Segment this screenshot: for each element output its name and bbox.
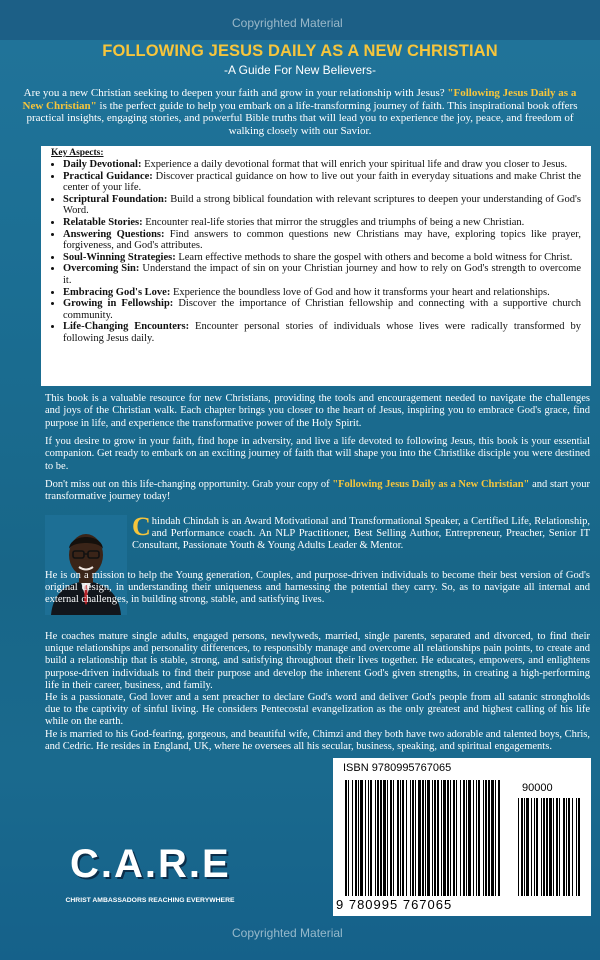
barcode-addon-bar xyxy=(534,798,535,896)
key-aspect-label: Daily Devotional: xyxy=(63,159,142,170)
barcode-addon-bar xyxy=(521,798,523,896)
key-aspect-label: Growing in Fellowship: xyxy=(63,298,174,310)
author-bio-intro xyxy=(132,512,590,552)
key-aspects-title: Key Aspects: xyxy=(51,148,104,158)
barcode-bar xyxy=(412,780,414,896)
key-aspect-label: Soul-Winning Strategies: xyxy=(63,251,176,263)
author-dropcap: C xyxy=(132,512,151,541)
barcode-bar xyxy=(456,780,457,896)
key-aspect-text: Experience a daily devotional format that will enrich your spiritual life and draw you closer to Jesus. xyxy=(141,159,568,170)
barcode-bar xyxy=(485,780,487,896)
key-aspect-item xyxy=(63,252,581,264)
barcode-bar xyxy=(483,780,484,896)
key-aspect-item xyxy=(63,159,581,171)
key-aspect-item xyxy=(63,321,581,344)
barcode-bar xyxy=(390,780,392,896)
barcode-bar xyxy=(410,780,411,896)
isbn-label: ISBN 9780995767065 xyxy=(343,762,452,774)
barcode-addon-bar xyxy=(518,798,519,896)
cta-paragraph xyxy=(45,479,590,504)
key-aspect-item xyxy=(63,229,581,252)
barcode-bar xyxy=(368,780,369,896)
key-aspect-item xyxy=(63,194,581,217)
author-intro-text: hindah Chindah is an Award Motivational and Transformational Speaker, a Certified Life, Relationship, and Performance coach. An NLP Practitioner, Best Selling Author, Entrepreneur, Preacher, Senior IT Consultant, Passionate Youth & Young Adults Leader & Mentor. xyxy=(132,516,590,551)
barcode-bar xyxy=(491,780,494,896)
barcode-bar xyxy=(437,780,439,896)
resource-paragraph: This book is a valuable resource for new Christians, providing the tools and encouragement needed to navigate the challenges and joys of the Christian walk. Each chapter brings you closer to the heart of Jesus, inspiring you to embrace God's grace, find purpose in life, and experience the transformative power of the Holy Spirit. xyxy=(45,393,590,429)
barcode-bar xyxy=(434,780,436,896)
cta-lead: Don't miss out on this life-changing opportunity. Grab your copy of xyxy=(45,479,333,490)
key-aspect-item xyxy=(63,171,581,194)
key-aspects-box xyxy=(41,146,591,386)
barcode-bar xyxy=(498,780,500,896)
key-aspect-label: Practical Guidance: xyxy=(63,170,153,182)
barcode-addon-bar xyxy=(559,798,560,896)
key-aspect-text: Understand the impact of sin on your Christian journey and how to rely on God's strength to overcome it. xyxy=(63,263,581,286)
key-aspects-list xyxy=(51,159,581,345)
barcode-bar xyxy=(375,780,376,896)
barcode-bar xyxy=(463,780,465,896)
key-aspect-label: Relatable Stories: xyxy=(63,216,143,228)
barcode-addon-bar xyxy=(524,798,525,896)
barcode-bar xyxy=(393,780,394,896)
barcode-bar xyxy=(495,780,496,896)
author-preacher: He is a passionate, God lover and a sent preacher to declare God's word and deliver God's people from all satanic strongholds due to the captivity of sinful living. He considers Pentecostal evangelization as the only greatest and highest calling of his life while on the earth. xyxy=(45,692,590,728)
barcode-addon-bar xyxy=(578,798,580,896)
barcode-bar xyxy=(450,780,451,896)
key-aspect-item xyxy=(63,287,581,299)
barcode-bar xyxy=(348,780,349,896)
barcode-addon-bar xyxy=(536,798,538,896)
barcode-bar xyxy=(432,780,433,896)
barcode-bar xyxy=(460,780,461,896)
barcode-addon-bar xyxy=(572,798,573,896)
key-aspect-label: Overcoming Sin: xyxy=(63,263,140,275)
barcode-bar xyxy=(406,780,407,896)
barcode-bar xyxy=(427,780,430,896)
barcode-bar xyxy=(441,780,442,896)
barcode-bar xyxy=(397,780,399,896)
barcode-bar xyxy=(383,780,386,896)
key-aspect-text: Find answers to common questions new Christians may have, exploring topics like prayer, forgiveness, and God's attributes. xyxy=(63,228,581,252)
author-bio-details xyxy=(45,631,590,753)
book-subtitle: -A Guide For New Believers- xyxy=(223,63,377,77)
barcode-digits: 9 780995 767065 xyxy=(336,897,453,912)
care-logo-tagline: CHRIST AMBASSADORS REACHING EVERYWHERE xyxy=(65,897,235,904)
key-aspect-label: Answering Questions: xyxy=(63,228,165,240)
key-aspect-text: Build a strong biblical foundation with relevant scriptures to deepen your understanding of God's Word. xyxy=(63,193,581,217)
key-aspect-item xyxy=(63,298,581,321)
barcode-bar xyxy=(443,780,446,896)
key-aspect-text: Learn effective methods to share the gospel with others and become a bold witness for Christ. xyxy=(175,251,573,263)
barcode-bar xyxy=(360,780,363,896)
barcode-addon-bar xyxy=(549,798,552,896)
barcode-bar xyxy=(415,780,416,896)
barcode-bar xyxy=(400,780,401,896)
barcode-bar xyxy=(418,780,421,896)
barcode-bar xyxy=(358,780,359,896)
book-title: FOLLOWING JESUS DAILY AS A NEW CHRISTIAN xyxy=(102,42,498,60)
barcode-addon-bar xyxy=(543,798,545,896)
key-aspect-text: Discover the importance of Christian fellowship and connecting with a supportive church community. xyxy=(63,298,581,321)
desire-paragraph: If you desire to grow in your faith, find hope in adversity, and live a life devoted to following Jesus, this book is your essential companion. Get ready to embark on an exciting journey of faith that will shape you into the Christlike disciple you were destined to be. xyxy=(45,436,590,472)
barcode-bar xyxy=(422,780,424,896)
barcode-addon-bar xyxy=(568,798,570,896)
barcode-bar xyxy=(387,780,388,896)
barcode-bar xyxy=(425,780,426,896)
barcode-bar xyxy=(453,780,455,896)
barcode-bar xyxy=(380,780,382,896)
watermark-top: Copyrighted Material xyxy=(232,16,343,30)
author-mission: He is on a mission to help the Young generation, Couples, and purpose-driven individuals to become their best version of God's original design, in understanding their uniqueness and harnessing the potential they carry. So, as to navigate all internal and external challenges, in building strong, stable, and satisfying lives. xyxy=(45,570,590,605)
barcode-bar xyxy=(365,780,366,896)
barcode-addon-bar xyxy=(526,798,529,896)
barcode-addon-bar xyxy=(546,798,548,896)
barcode-addon-bar xyxy=(553,798,554,896)
cta-book-title: "Following Jesus Daily as a New Christian" xyxy=(332,479,530,490)
barcode-bar xyxy=(478,780,480,896)
barcode-addon-bar xyxy=(576,798,577,896)
intro-paragraph xyxy=(20,87,580,137)
barcode-bar xyxy=(352,780,353,896)
key-aspect-text: Experience the boundless love of God and how it transforms your heart and relationships. xyxy=(170,286,550,298)
barcode-bar xyxy=(402,780,404,896)
key-aspect-label: Scriptural Foundation: xyxy=(63,193,168,205)
author-coaching: He coaches mature single adults, engaged persons, newlyweds, married, single parents, separated and divorced, to find their unique relationships and personality differences, to responsibly manage and overcome all relationships pain points, to create and build a relationship that is stable, strong, and satisfying throughout their lives together. He educates, empowers, and enlightens purpose-driven individuals to find their purpose and develop the inherent God's given strengths, in creating a high-performing life in their career, business, and family. xyxy=(45,631,590,691)
barcode-addon-bar xyxy=(566,798,567,896)
barcode-bar xyxy=(476,780,477,896)
key-aspect-item xyxy=(63,217,581,229)
barcode-bar xyxy=(473,780,474,896)
barcode-bar xyxy=(355,780,357,896)
barcode-bar xyxy=(466,780,467,896)
care-logo-text: C.A.R.E xyxy=(70,842,231,886)
watermark-bottom: Copyrighted Material xyxy=(232,926,343,940)
barcode-bar xyxy=(370,780,372,896)
barcode-bar xyxy=(468,780,471,896)
key-aspect-text: Encounter real-life stories that mirror the struggles and triumphs of being a new Christian. xyxy=(142,216,525,228)
key-aspect-label: Embracing God's Love: xyxy=(63,286,171,298)
barcode-addon-bar xyxy=(563,798,565,896)
barcode-addon-bar xyxy=(541,798,542,896)
barcode-addon-bar xyxy=(556,798,558,896)
barcode-bar xyxy=(447,780,449,896)
key-aspect-label: Life-Changing Encounters: xyxy=(63,321,190,333)
key-aspect-text: Encounter personal stories of individuals whose lives were radically transformed by following Jesus daily. xyxy=(63,321,581,344)
key-aspect-text: Discover practical guidance on how to live out your faith in everyday situations and make Christ the center of your life. xyxy=(63,170,581,194)
intro-rest: is the perfect guide to help you embark on a life-transforming journey of faith. This inspirational book offers practical insights, engaging stories, and powerful Bible truths that will lead you to experience the joy, peace, and freedom of walking closely with our Savior. xyxy=(26,99,578,137)
barcode-bar xyxy=(345,780,347,896)
author-family: He is married to his God-fearing, gorgeous, and beautiful wife, Chimzi and they both have two adorable and talented boys, Chris, and Cedric. He resides in England, UK, where he oversees all his secular, business, speaking, and spiritual engagements. xyxy=(45,728,590,752)
intro-book-title: "Following Jesus Daily as a New Christian" xyxy=(22,87,577,112)
barcode-bar xyxy=(377,780,379,896)
intro-lead: Are you a new Christian seeking to deepen your faith and grow in your relationship with Jesus? xyxy=(23,87,448,99)
key-aspect-item xyxy=(63,263,581,286)
barcode-addon-bar xyxy=(531,798,532,896)
barcode-bar xyxy=(488,780,490,896)
price-code: 90000 xyxy=(522,782,553,794)
cta-rest: and start your transformative journey today! xyxy=(45,479,590,503)
